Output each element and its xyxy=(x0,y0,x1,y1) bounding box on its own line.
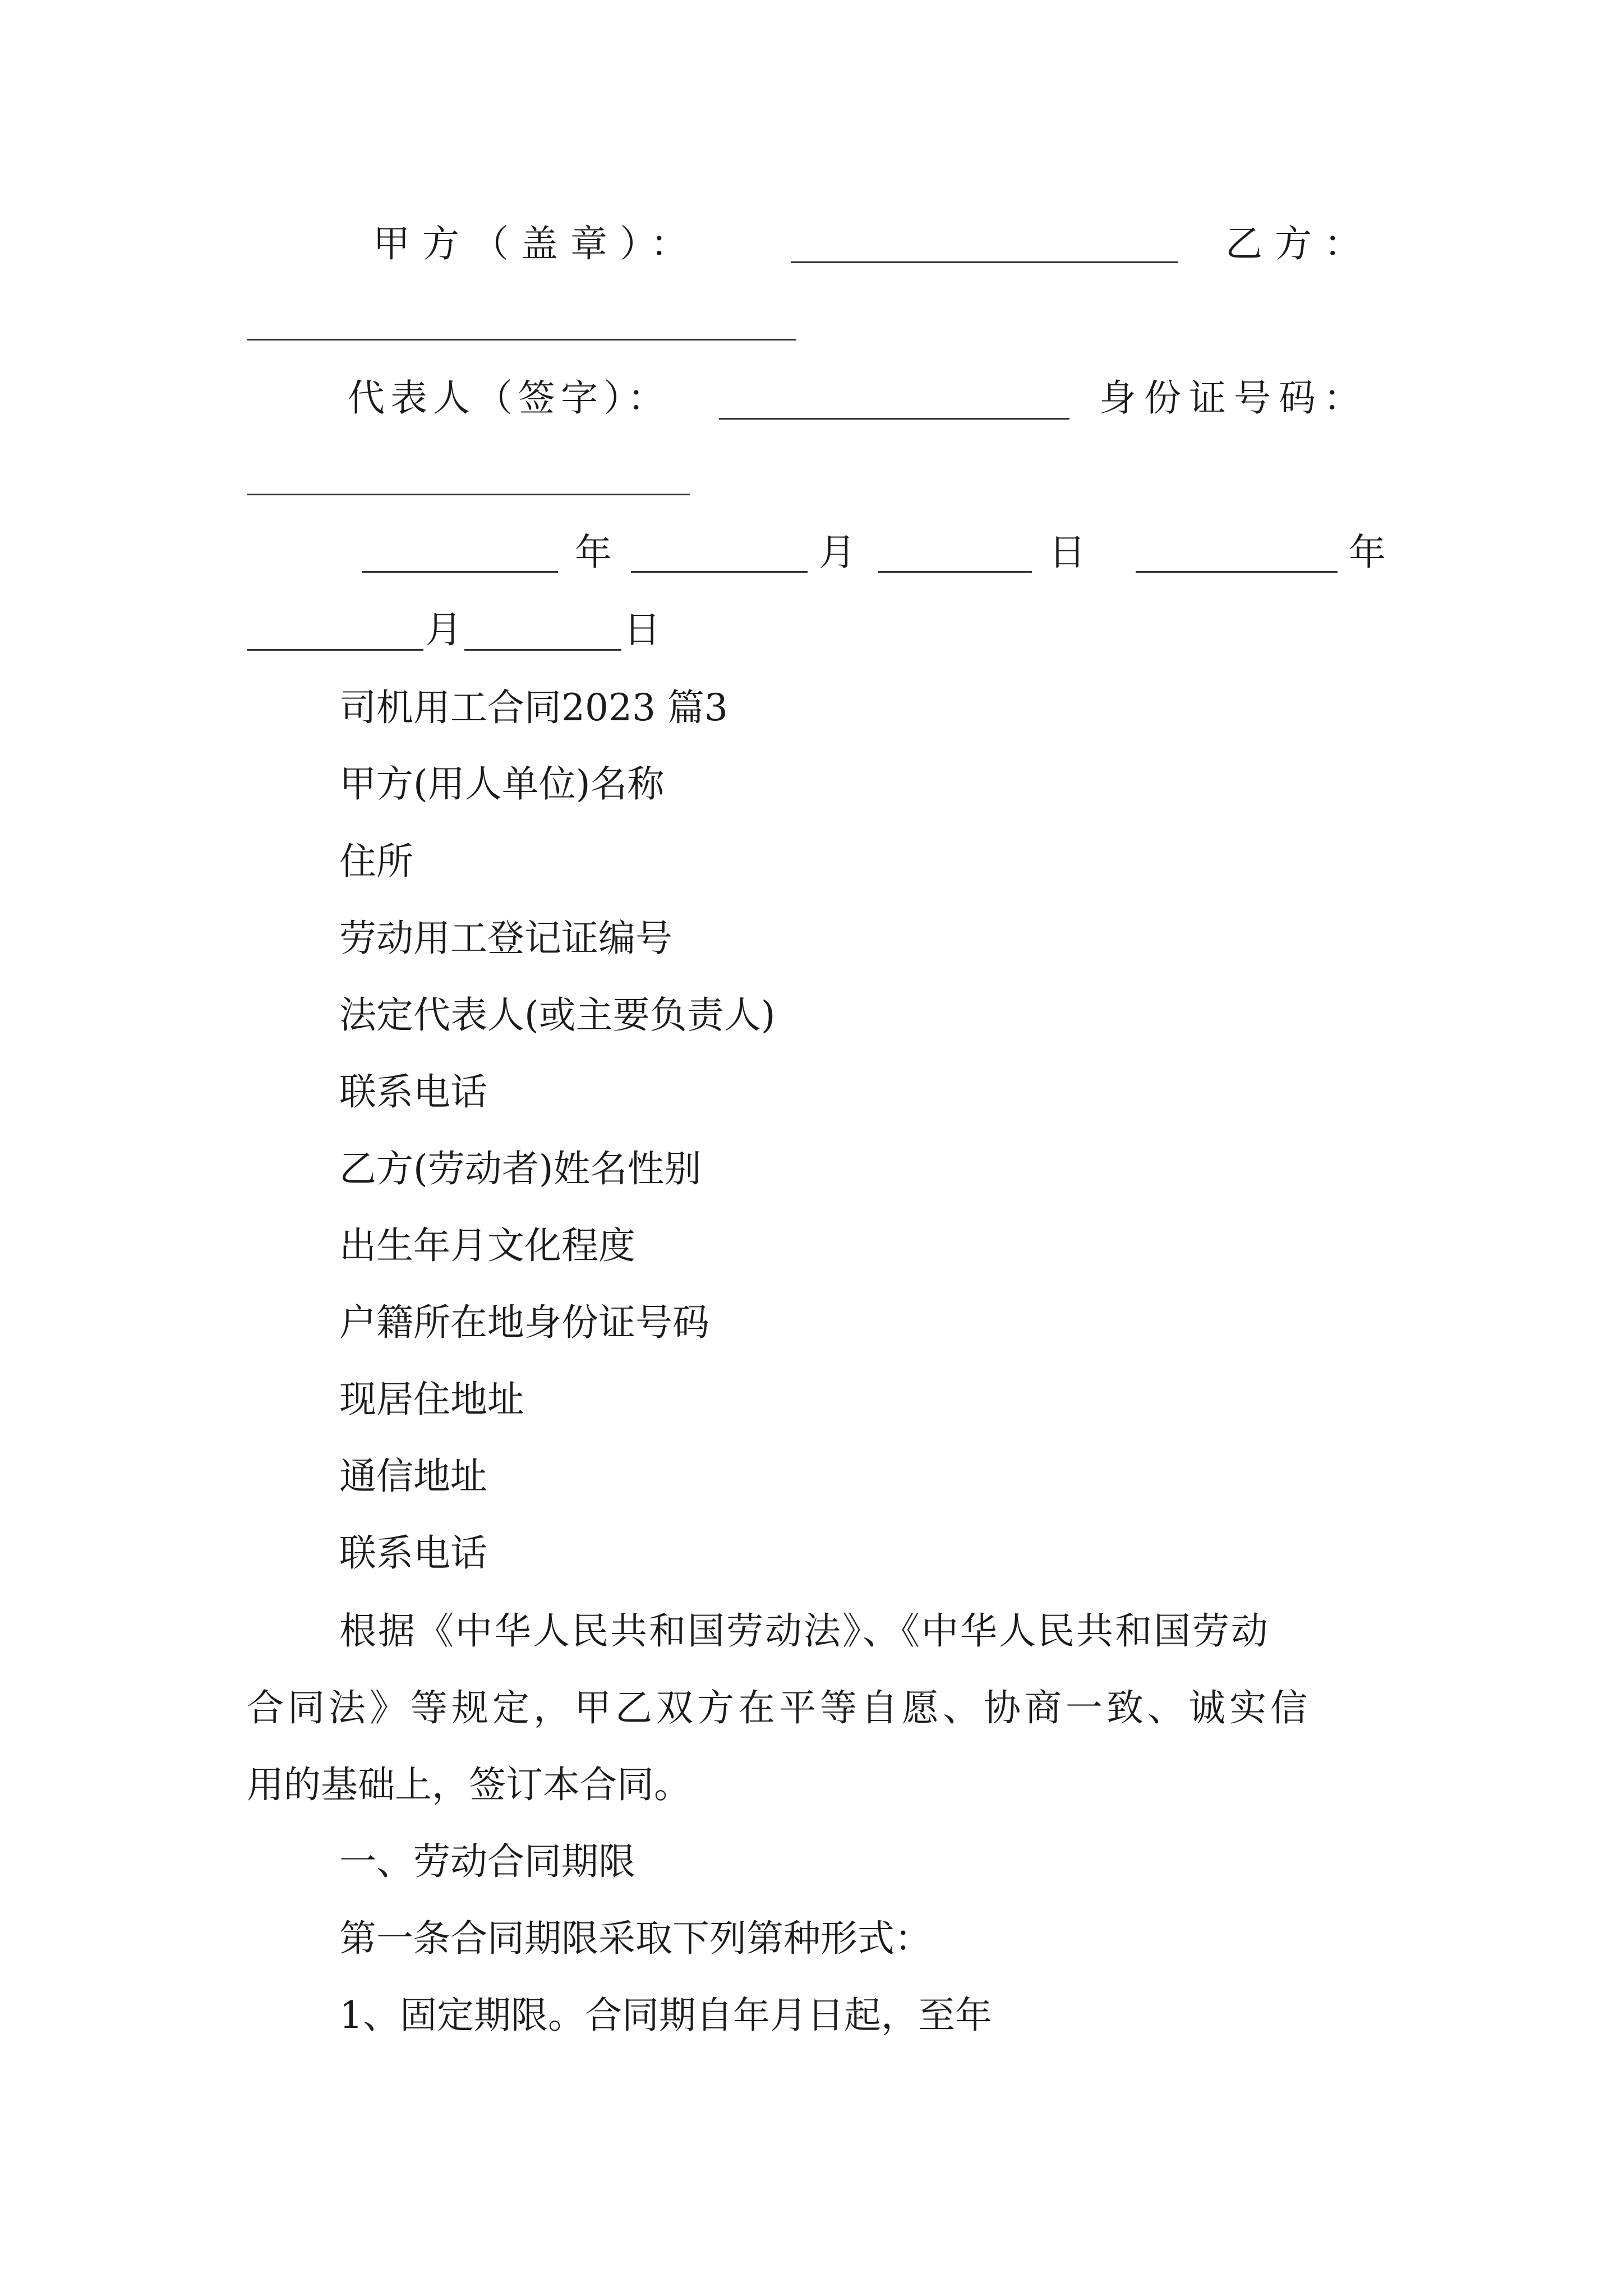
date-b-month-blank xyxy=(247,649,423,651)
date-b-day-blank xyxy=(464,649,621,651)
field-line: 甲方(用人单位)名称 xyxy=(339,762,665,806)
field-line: 出生年月文化程度 xyxy=(339,1224,635,1267)
party-b-blank xyxy=(247,339,796,341)
party-a-seal-label: 甲方（盖章）： xyxy=(373,222,700,265)
date-a-year-label: 年 xyxy=(575,531,612,574)
date-b-year-label: 年 xyxy=(1349,531,1386,574)
field-line: 法定代表人(或主要负责人) xyxy=(339,993,776,1037)
intro-paragraph-line: 合同法》等规定，甲乙双方在平等自愿、协商一致、诚实信 xyxy=(247,1686,1311,1729)
id-number-blank xyxy=(247,494,690,495)
date-a-day-blank xyxy=(878,571,1032,573)
article-text: 第一条合同期限采取下列第种形式： xyxy=(339,1917,932,1960)
date-a-day-label: 日 xyxy=(1049,531,1086,574)
section-title: 一、劳动合同期限 xyxy=(339,1840,635,1883)
representative-blank xyxy=(719,418,1069,420)
date-a-month-label: 月 xyxy=(819,531,856,574)
article-item: 1、固定期限。合同期自年月日起，至年 xyxy=(339,1994,992,2037)
date-b-day-label: 日 xyxy=(624,608,661,651)
intro-paragraph-line: 用的基础上，签订本合同。 xyxy=(247,1763,691,1806)
field-line: 户籍所在地身份证号码 xyxy=(339,1301,709,1344)
field-line: 通信地址 xyxy=(339,1455,487,1498)
party-a-blank xyxy=(791,261,1178,263)
field-line: 住所 xyxy=(339,840,413,883)
id-number-label: 身份证号码： xyxy=(1099,376,1368,420)
intro-paragraph-line: 根据《中华人民共和国劳动法》、《中华人民共和国劳动 xyxy=(339,1609,1270,1653)
field-line: 联系电话 xyxy=(339,1070,487,1114)
contract-heading: 司机用工合同2023 篇3 xyxy=(339,686,728,729)
representative-label: 代表人（签字）： xyxy=(348,376,670,420)
field-line: 乙方(劳动者)姓名性别 xyxy=(339,1147,702,1190)
field-line: 联系电话 xyxy=(339,1531,487,1575)
date-b-month-label: 月 xyxy=(425,608,462,651)
date-a-year-blank xyxy=(362,571,558,573)
field-line: 现居住地址 xyxy=(339,1378,524,1421)
field-line: 劳动用工登记证编号 xyxy=(339,917,672,960)
party-b-label: 乙方： xyxy=(1225,222,1373,265)
date-b-year-blank xyxy=(1136,571,1338,573)
date-a-month-blank xyxy=(631,571,808,573)
